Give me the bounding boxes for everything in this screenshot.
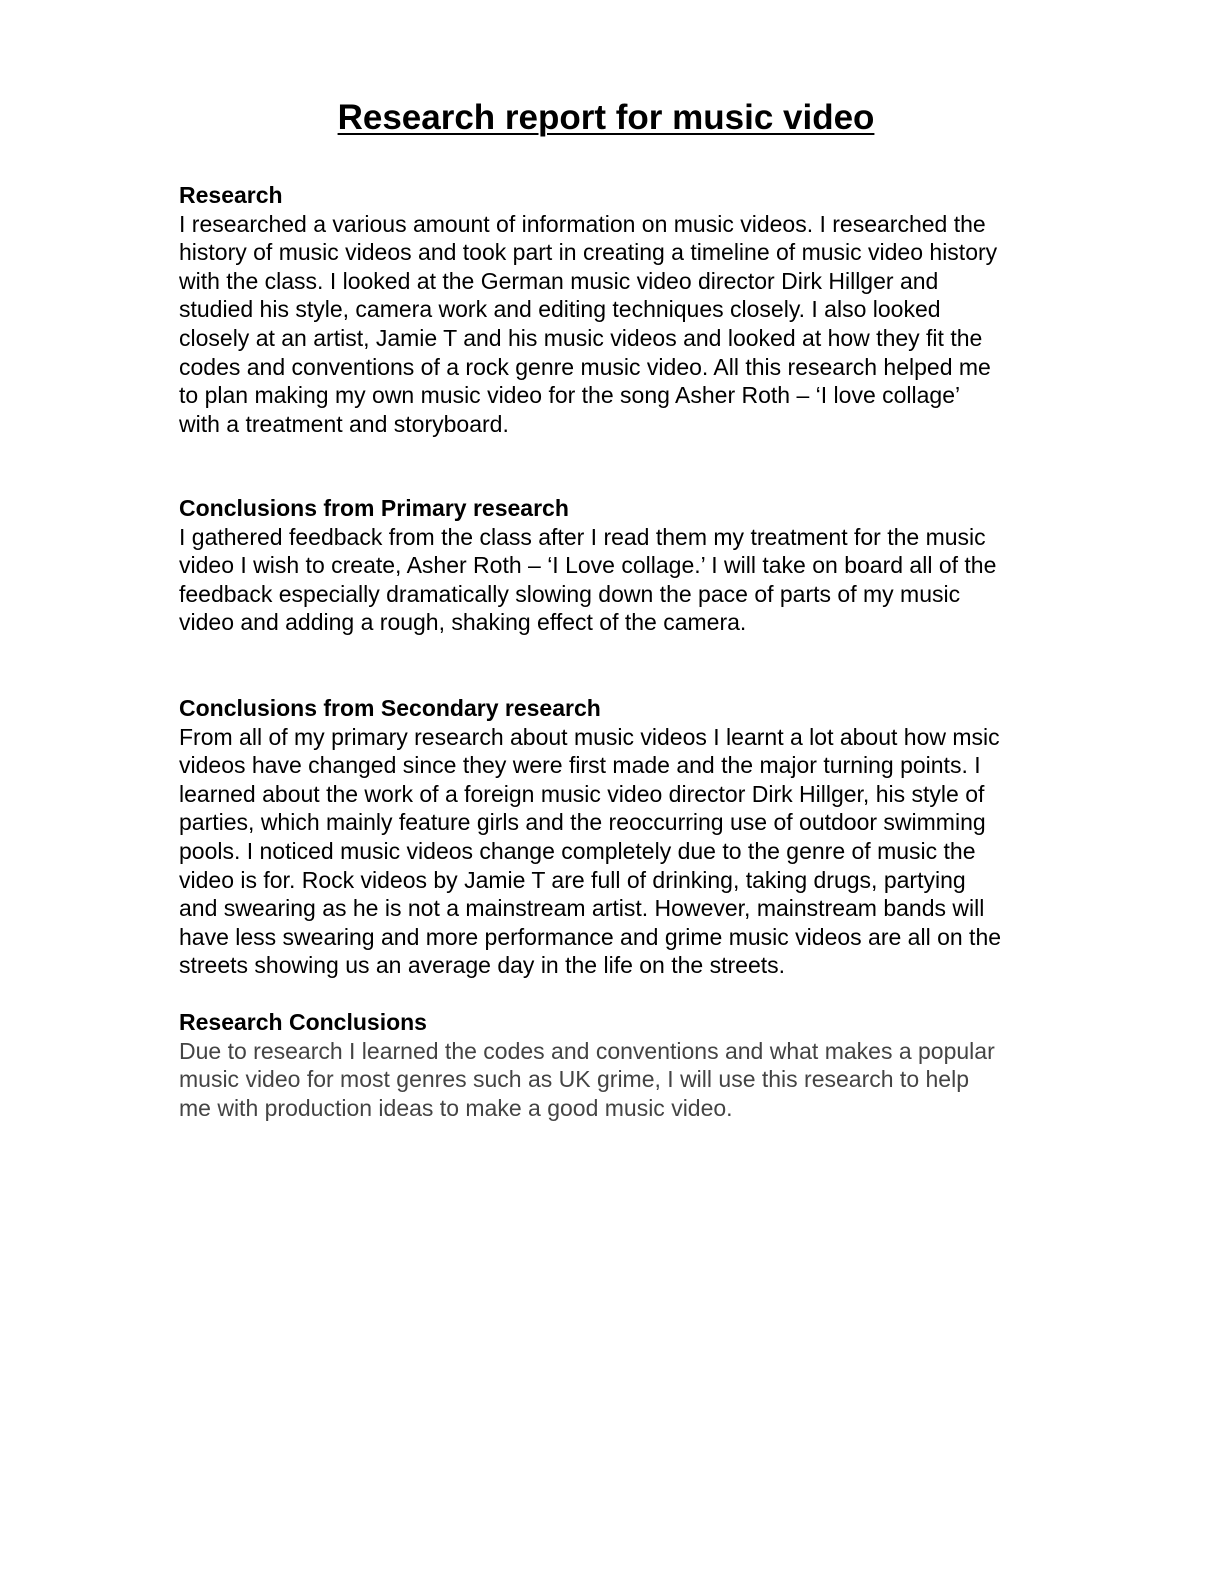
section-heading: Conclusions from Secondary research	[179, 695, 601, 721]
section-body	[179, 210, 997, 439]
section-heading: Conclusions from Primary research	[179, 495, 569, 521]
body-line: From all of my primary research about music videos I learnt a lot about how msic	[179, 723, 1000, 750]
body-line: with the class. I looked at the German music video director Dirk Hillger and	[179, 267, 939, 294]
section-heading: Research Conclusions	[179, 1009, 427, 1035]
section-body	[179, 1037, 995, 1123]
body-line: video and adding a rough, shaking effect of the camera.	[179, 609, 747, 636]
page-title: Research report for music video	[337, 98, 875, 137]
section-research-conclusions	[179, 1008, 995, 1122]
body-line: pools. I noticed music videos change completely due to the genre of music the	[179, 837, 976, 864]
body-line: videos have changed since they were first made and the major turning points. I	[179, 752, 981, 779]
body-line: and swearing as he is not a mainstream artist. However, mainstream bands will	[179, 895, 985, 922]
body-line: video is for. Rock videos by Jamie T are full of drinking, taking drugs, partying	[179, 866, 966, 893]
body-line: me with production ideas to make a good music video.	[179, 1094, 733, 1121]
section-body	[179, 723, 1001, 980]
body-line: history of music videos and took part in creating a timeline of music video history	[179, 239, 998, 266]
body-line: streets showing us an average day in the life on the streets.	[179, 952, 786, 979]
body-line: Due to research I learned the codes and conventions and what makes a popular	[179, 1037, 995, 1064]
section-body	[179, 523, 996, 637]
body-line: video I wish to create, Asher Roth – ‘I Love collage.’ I will take on board all of the	[179, 552, 997, 579]
body-line: music video for most genres such as UK grime, I will use this research to help	[179, 1066, 969, 1093]
body-line: with a treatment and storyboard.	[179, 410, 509, 437]
body-line: feedback especially dramatically slowing down the pace of parts of my music	[179, 580, 961, 607]
body-line: codes and conventions of a rock genre music video. All this research helped me	[179, 353, 991, 380]
body-line: parties, which mainly feature girls and the reoccurring use of outdoor swimming	[179, 809, 986, 836]
body-line: to plan making my own music video for the song Asher Roth – ‘I love collage’	[179, 382, 961, 409]
section-heading: Research	[179, 182, 283, 208]
section-primary-conclusions	[179, 494, 996, 637]
section-secondary-conclusions	[179, 694, 1001, 980]
body-line: closely at an artist, Jamie T and his music videos and looked at how they fit the	[179, 324, 983, 351]
body-line: learned about the work of a foreign music video director Dirk Hillger, his style of	[179, 780, 985, 807]
body-line: studied his style, camera work and editing techniques closely. I also looked	[179, 296, 941, 323]
body-line: I gathered feedback from the class after I read them my treatment for the music	[179, 523, 986, 550]
section-research	[179, 181, 997, 438]
body-line: have less swearing and more performance and grime music videos are all on the	[179, 923, 1002, 950]
body-line: I researched a various amount of information on music videos. I researched the	[179, 210, 986, 237]
